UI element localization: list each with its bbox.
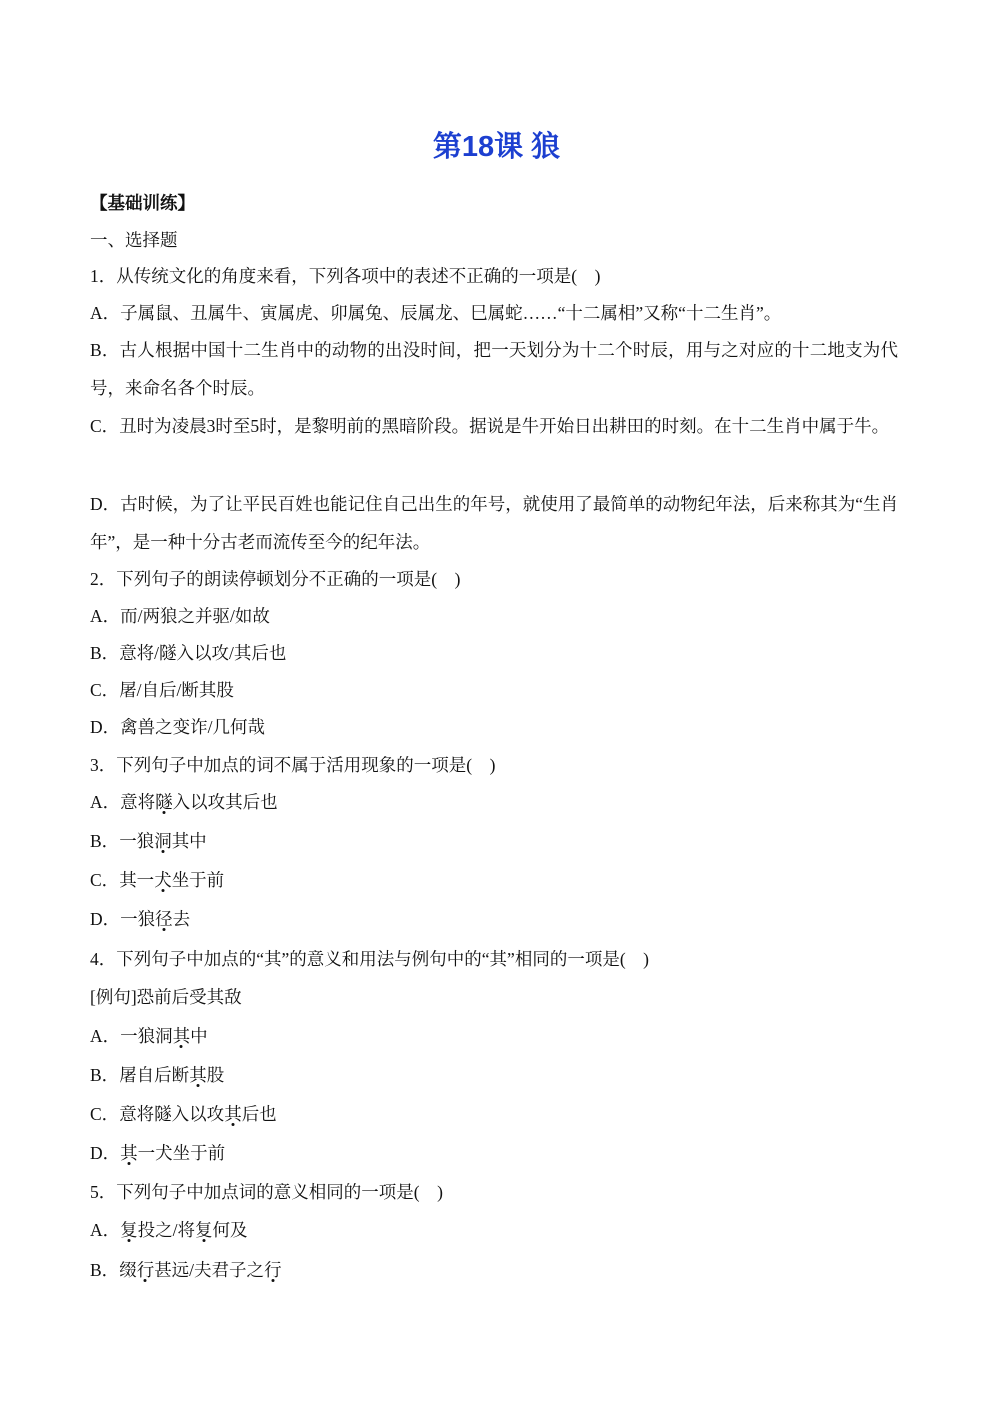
marked-word: 复 [120, 1220, 138, 1240]
option-label: B． [90, 643, 120, 663]
q1-option-c [90, 407, 898, 445]
option-text: 入以攻其后也 [172, 792, 278, 812]
option-label: A． [90, 303, 121, 323]
question-stem: 2．下列句子的朗读停顿划分不正确的一项是( ) [90, 569, 461, 589]
marked-word: 行 [264, 1260, 282, 1280]
q1-option-d [90, 485, 898, 561]
option-text: 屠自后断 [119, 1065, 190, 1085]
q5-option-b [90, 1251, 898, 1289]
option-label: B． [90, 831, 120, 851]
option-label: D． [90, 494, 121, 514]
q2-option-b [90, 634, 898, 672]
option-text: 古时候，为了让平民百姓也能记住自己出生的年号，就使用了最简单的动物纪年法，后来称其为“生肖年”，是一种十分古老而流传至今的纪年法。 [90, 494, 899, 552]
option-text: 去 [172, 909, 191, 929]
question-stem: 3．下列句子中加点的词不属于活用现象的一项是( ) [90, 755, 496, 775]
option-label: C． [90, 870, 120, 890]
option-text: 其一 [119, 870, 155, 890]
q1-option-b [90, 331, 898, 407]
example-sentence: [例句]恐前后受其敌 [90, 987, 242, 1007]
q3-option-a [90, 783, 898, 821]
marked-word: 洞 [154, 831, 172, 851]
option-text: 坐于前 [171, 870, 225, 890]
option-label: D． [90, 717, 121, 737]
option-text: 一犬坐于前 [137, 1143, 226, 1163]
option-label: B． [90, 1065, 120, 1085]
marked-word: 其 [224, 1104, 242, 1124]
option-label: B． [90, 340, 120, 360]
option-label: C． [90, 680, 120, 700]
marked-word: 犬 [154, 870, 172, 890]
option-text: 股 [206, 1065, 225, 1085]
q2-option-d [90, 708, 898, 746]
option-label: A． [90, 606, 121, 626]
q5-option-a [90, 1211, 898, 1249]
option-text: 子属鼠、丑属牛、寅属虎、卯属兔、辰属龙、巳属蛇……“十二属相”又称“十二生肖”。 [120, 303, 782, 323]
option-text: 其中 [171, 831, 207, 851]
option-text: 后也 [241, 1104, 277, 1124]
option-label: D． [90, 1143, 121, 1163]
q4-option-b [90, 1056, 898, 1094]
option-text: 中 [190, 1026, 208, 1046]
q3-option-c [90, 861, 898, 899]
option-text: 意将 [120, 792, 156, 812]
option-text: 意将/隧入以攻/其后也 [119, 643, 287, 663]
option-label: A． [90, 1220, 121, 1240]
option-text: 甚远/夫君子之 [154, 1260, 265, 1280]
option-text: 而/两狼之并驱/如故 [120, 606, 270, 626]
q3-option-d [90, 900, 898, 938]
option-text: 丑时为凌晨3时至5时，是黎明前的黑暗阶段。据说是牛开始日出耕田的时刻。在十二生肖中属于牛。 [119, 416, 890, 436]
marked-word: 其 [120, 1143, 138, 1163]
option-text: 一狼洞 [120, 1026, 173, 1046]
option-text: 禽兽之变诈/几何哉 [120, 717, 266, 737]
question-stem: 1．从传统文化的角度来看，下列各项中的表述不正确的一项是( ) [90, 266, 601, 286]
q1-option-a [90, 294, 898, 332]
lesson-title: 第18课 狼 [432, 131, 561, 163]
option-text: 意将隧入以攻 [119, 1104, 225, 1124]
marked-word: 径 [155, 909, 173, 929]
q3-option-b [90, 822, 898, 860]
option-text: 一狼 [120, 909, 156, 929]
option-label: A． [90, 792, 121, 812]
option-label: D． [90, 909, 121, 929]
marked-word: 复 [195, 1220, 213, 1240]
marked-word: 隧 [155, 792, 173, 812]
marked-word: 其 [189, 1065, 207, 1085]
option-label: A． [90, 1026, 121, 1046]
part-heading: 一、选择题 [90, 230, 178, 250]
option-text: 投之/将 [137, 1220, 196, 1240]
option-text: 何及 [212, 1220, 248, 1240]
q4-option-d [90, 1134, 898, 1172]
q4-option-a [90, 1017, 898, 1055]
section-heading: 【基础训练】 [90, 193, 195, 213]
option-text: 缀 [119, 1260, 137, 1280]
option-label: C． [90, 1104, 120, 1124]
option-text: 屠/自后/断其股 [119, 680, 234, 700]
option-text: 古人根据中国十二生肖中的动物的出没时间，把一天划分为十二个时辰，用与之对应的十二地支为代号，来命名各个时辰。 [90, 340, 898, 398]
marked-word: 其 [172, 1026, 191, 1046]
option-label: C． [90, 416, 120, 436]
question-stem: 5．下列句子中加点词的意义相同的一项是( ) [90, 1182, 443, 1202]
option-label: B． [90, 1260, 120, 1280]
marked-word: 行 [136, 1260, 155, 1280]
option-text: 一狼 [119, 831, 155, 851]
q4-option-c [90, 1095, 898, 1133]
q2-option-a [90, 597, 898, 635]
q2-option-c [90, 671, 898, 709]
question-stem: 4．下列句子中加点的“其”的意义和用法与例句中的“其”相同的一项是( ) [90, 949, 649, 969]
